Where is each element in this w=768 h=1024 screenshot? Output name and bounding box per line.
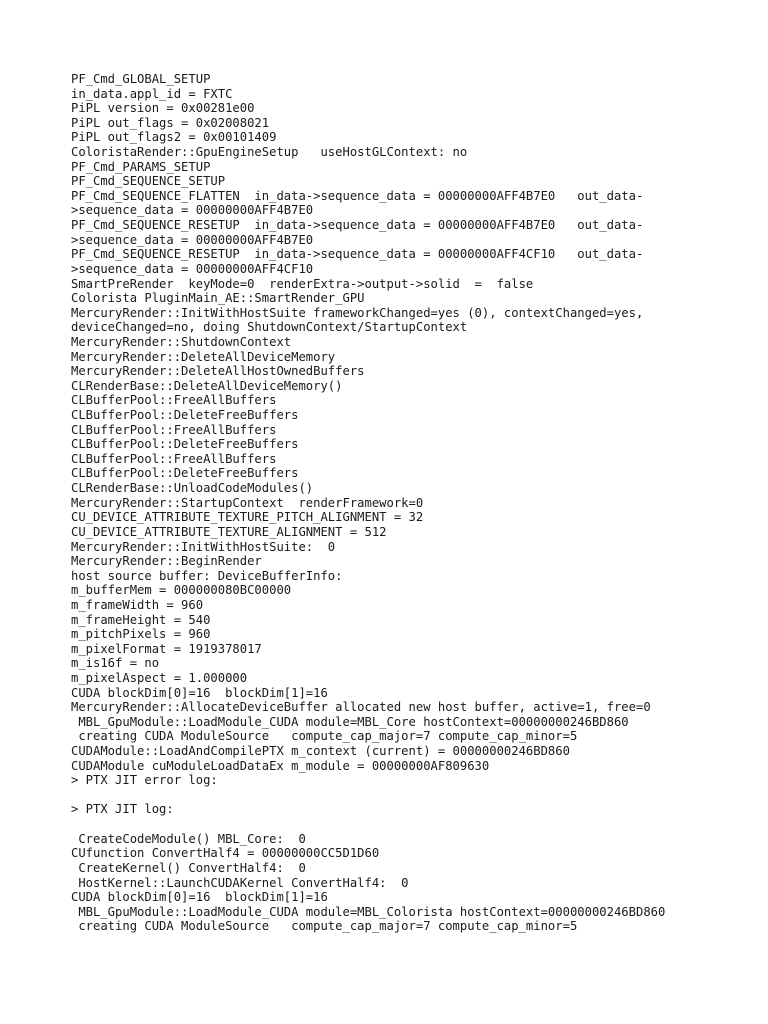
- log-line: MercuryRender::InitWithHostSuite: 0: [71, 539, 336, 554]
- log-line: CLBufferPool::FreeAllBuffers: [71, 393, 277, 408]
- log-line: >sequence_data = 00000000AFF4B7E0: [71, 203, 314, 218]
- log-line: MercuryRender::BeginRender: [71, 554, 262, 569]
- log-line: CLBufferPool::DeleteFreeBuffers: [71, 466, 299, 481]
- log-line: PF_Cmd_SEQUENCE_SETUP: [71, 174, 226, 189]
- log-line: MBL_GpuModule::LoadModule_CUDA module=MBL_Colorista hostContext=00000000246BD860: [71, 904, 666, 919]
- log-line: CU_DEVICE_ATTRIBUTE_TEXTURE_ALIGNMENT = 512: [71, 524, 387, 539]
- log-line: PiPL out_flags2 = 0x00101409: [71, 130, 277, 145]
- log-line: ColoristaRender::GpuEngineSetup useHostGLContext: no: [71, 145, 468, 160]
- log-line: PF_Cmd_SEQUENCE_FLATTEN in_data->sequence_data = 00000000AFF4B7E0 out_data-: [71, 188, 644, 203]
- log-line: MercuryRender::DeleteAllDeviceMemory: [71, 349, 336, 364]
- log-line: m_pitchPixels = 960: [71, 627, 211, 642]
- log-line: PF_Cmd_SEQUENCE_RESETUP in_data->sequence_data = 00000000AFF4B7E0 out_data-: [71, 218, 644, 233]
- log-line: CUfunction ConvertHalf4 = 00000000CC5D1D60: [71, 846, 380, 861]
- log-line: > PTX JIT log:: [71, 802, 174, 817]
- log-line: MercuryRender::ShutdownContext: [71, 334, 292, 349]
- log-line: SmartPreRender keyMode=0 renderExtra->output->solid = false: [71, 276, 534, 291]
- log-line: MercuryRender::AllocateDeviceBuffer allocated new host buffer, active=1, free=0: [71, 700, 651, 715]
- log-line: m_is16f = no: [71, 656, 160, 671]
- log-line: host source buffer: DeviceBufferInfo:: [71, 568, 343, 583]
- log-line: m_bufferMem = 000000080BC00000: [71, 583, 292, 598]
- log-line: creating CUDA ModuleSource compute_cap_major=7 compute_cap_minor=5: [71, 919, 578, 934]
- blank-line: [71, 788, 711, 803]
- blank-line: [71, 817, 711, 832]
- log-line: m_pixelAspect = 1.000000: [71, 670, 248, 685]
- log-line: CUDAModule::LoadAndCompilePTX m_context (current) = 00000000246BD860: [71, 744, 570, 759]
- log-line: m_frameWidth = 960: [71, 597, 204, 612]
- log-line: CLBufferPool::FreeAllBuffers: [71, 422, 277, 437]
- log-line: CLBufferPool::DeleteFreeBuffers: [71, 437, 299, 452]
- log-line: CUDA blockDim[0]=16 blockDim[1]=16: [71, 685, 328, 700]
- log-line: CLRenderBase::DeleteAllDeviceMemory(): [71, 378, 343, 393]
- log-line: CLBufferPool::FreeAllBuffers: [71, 451, 277, 466]
- log-line: CLRenderBase::UnloadCodeModules(): [71, 481, 314, 496]
- log-line: CreateKernel() ConvertHalf4: 0: [71, 860, 306, 875]
- log-line: CreateCodeModule() MBL_Core: 0: [71, 831, 306, 846]
- log-line: MercuryRender::InitWithHostSuite frameworkChanged=yes (0), contextChanged=yes,: [71, 305, 644, 320]
- log-line: CUDAModule cuModuleLoadDataEx m_module = 00000000AF809630: [71, 758, 490, 773]
- log-line: m_frameHeight = 540: [71, 612, 211, 627]
- log-line: deviceChanged=no, doing ShutdownContext/StartupContext: [71, 320, 468, 335]
- log-line: > PTX JIT error log:: [71, 773, 218, 788]
- log-line: >sequence_data = 00000000AFF4B7E0: [71, 232, 314, 247]
- log-line: PF_Cmd_PARAMS_SETUP: [71, 159, 211, 174]
- log-line: MercuryRender::DeleteAllHostOwnedBuffers: [71, 364, 365, 379]
- log-line: CU_DEVICE_ATTRIBUTE_TEXTURE_PITCH_ALIGNMENT = 32: [71, 510, 424, 525]
- log-line: MBL_GpuModule::LoadModule_CUDA module=MBL_Core hostContext=00000000246BD860: [71, 714, 629, 729]
- log-line: m_pixelFormat = 1919378017: [71, 641, 262, 656]
- log-line: Colorista PluginMain_AE::SmartRender_GPU: [71, 291, 365, 306]
- log-document: [71, 72, 711, 934]
- log-line: HostKernel::LaunchCUDAKernel ConvertHalf4: 0: [71, 875, 409, 890]
- log-line: PF_Cmd_SEQUENCE_RESETUP in_data->sequence_data = 00000000AFF4CF10 out_data-: [71, 247, 644, 262]
- log-line: creating CUDA ModuleSource compute_cap_major=7 compute_cap_minor=5: [71, 729, 578, 744]
- log-line: CLBufferPool::DeleteFreeBuffers: [71, 408, 299, 423]
- log-line: PF_Cmd_GLOBAL_SETUP: [71, 72, 211, 86]
- log-line: PiPL version = 0x00281e00: [71, 101, 255, 116]
- log-line: MercuryRender::StartupContext renderFramework=0: [71, 495, 424, 510]
- log-line: PiPL out_flags = 0x02008021: [71, 115, 270, 130]
- log-line: in_data.appl_id = FXTC: [71, 86, 233, 101]
- log-line: >sequence_data = 00000000AFF4CF10: [71, 261, 314, 276]
- log-line: CUDA blockDim[0]=16 blockDim[1]=16: [71, 890, 328, 905]
